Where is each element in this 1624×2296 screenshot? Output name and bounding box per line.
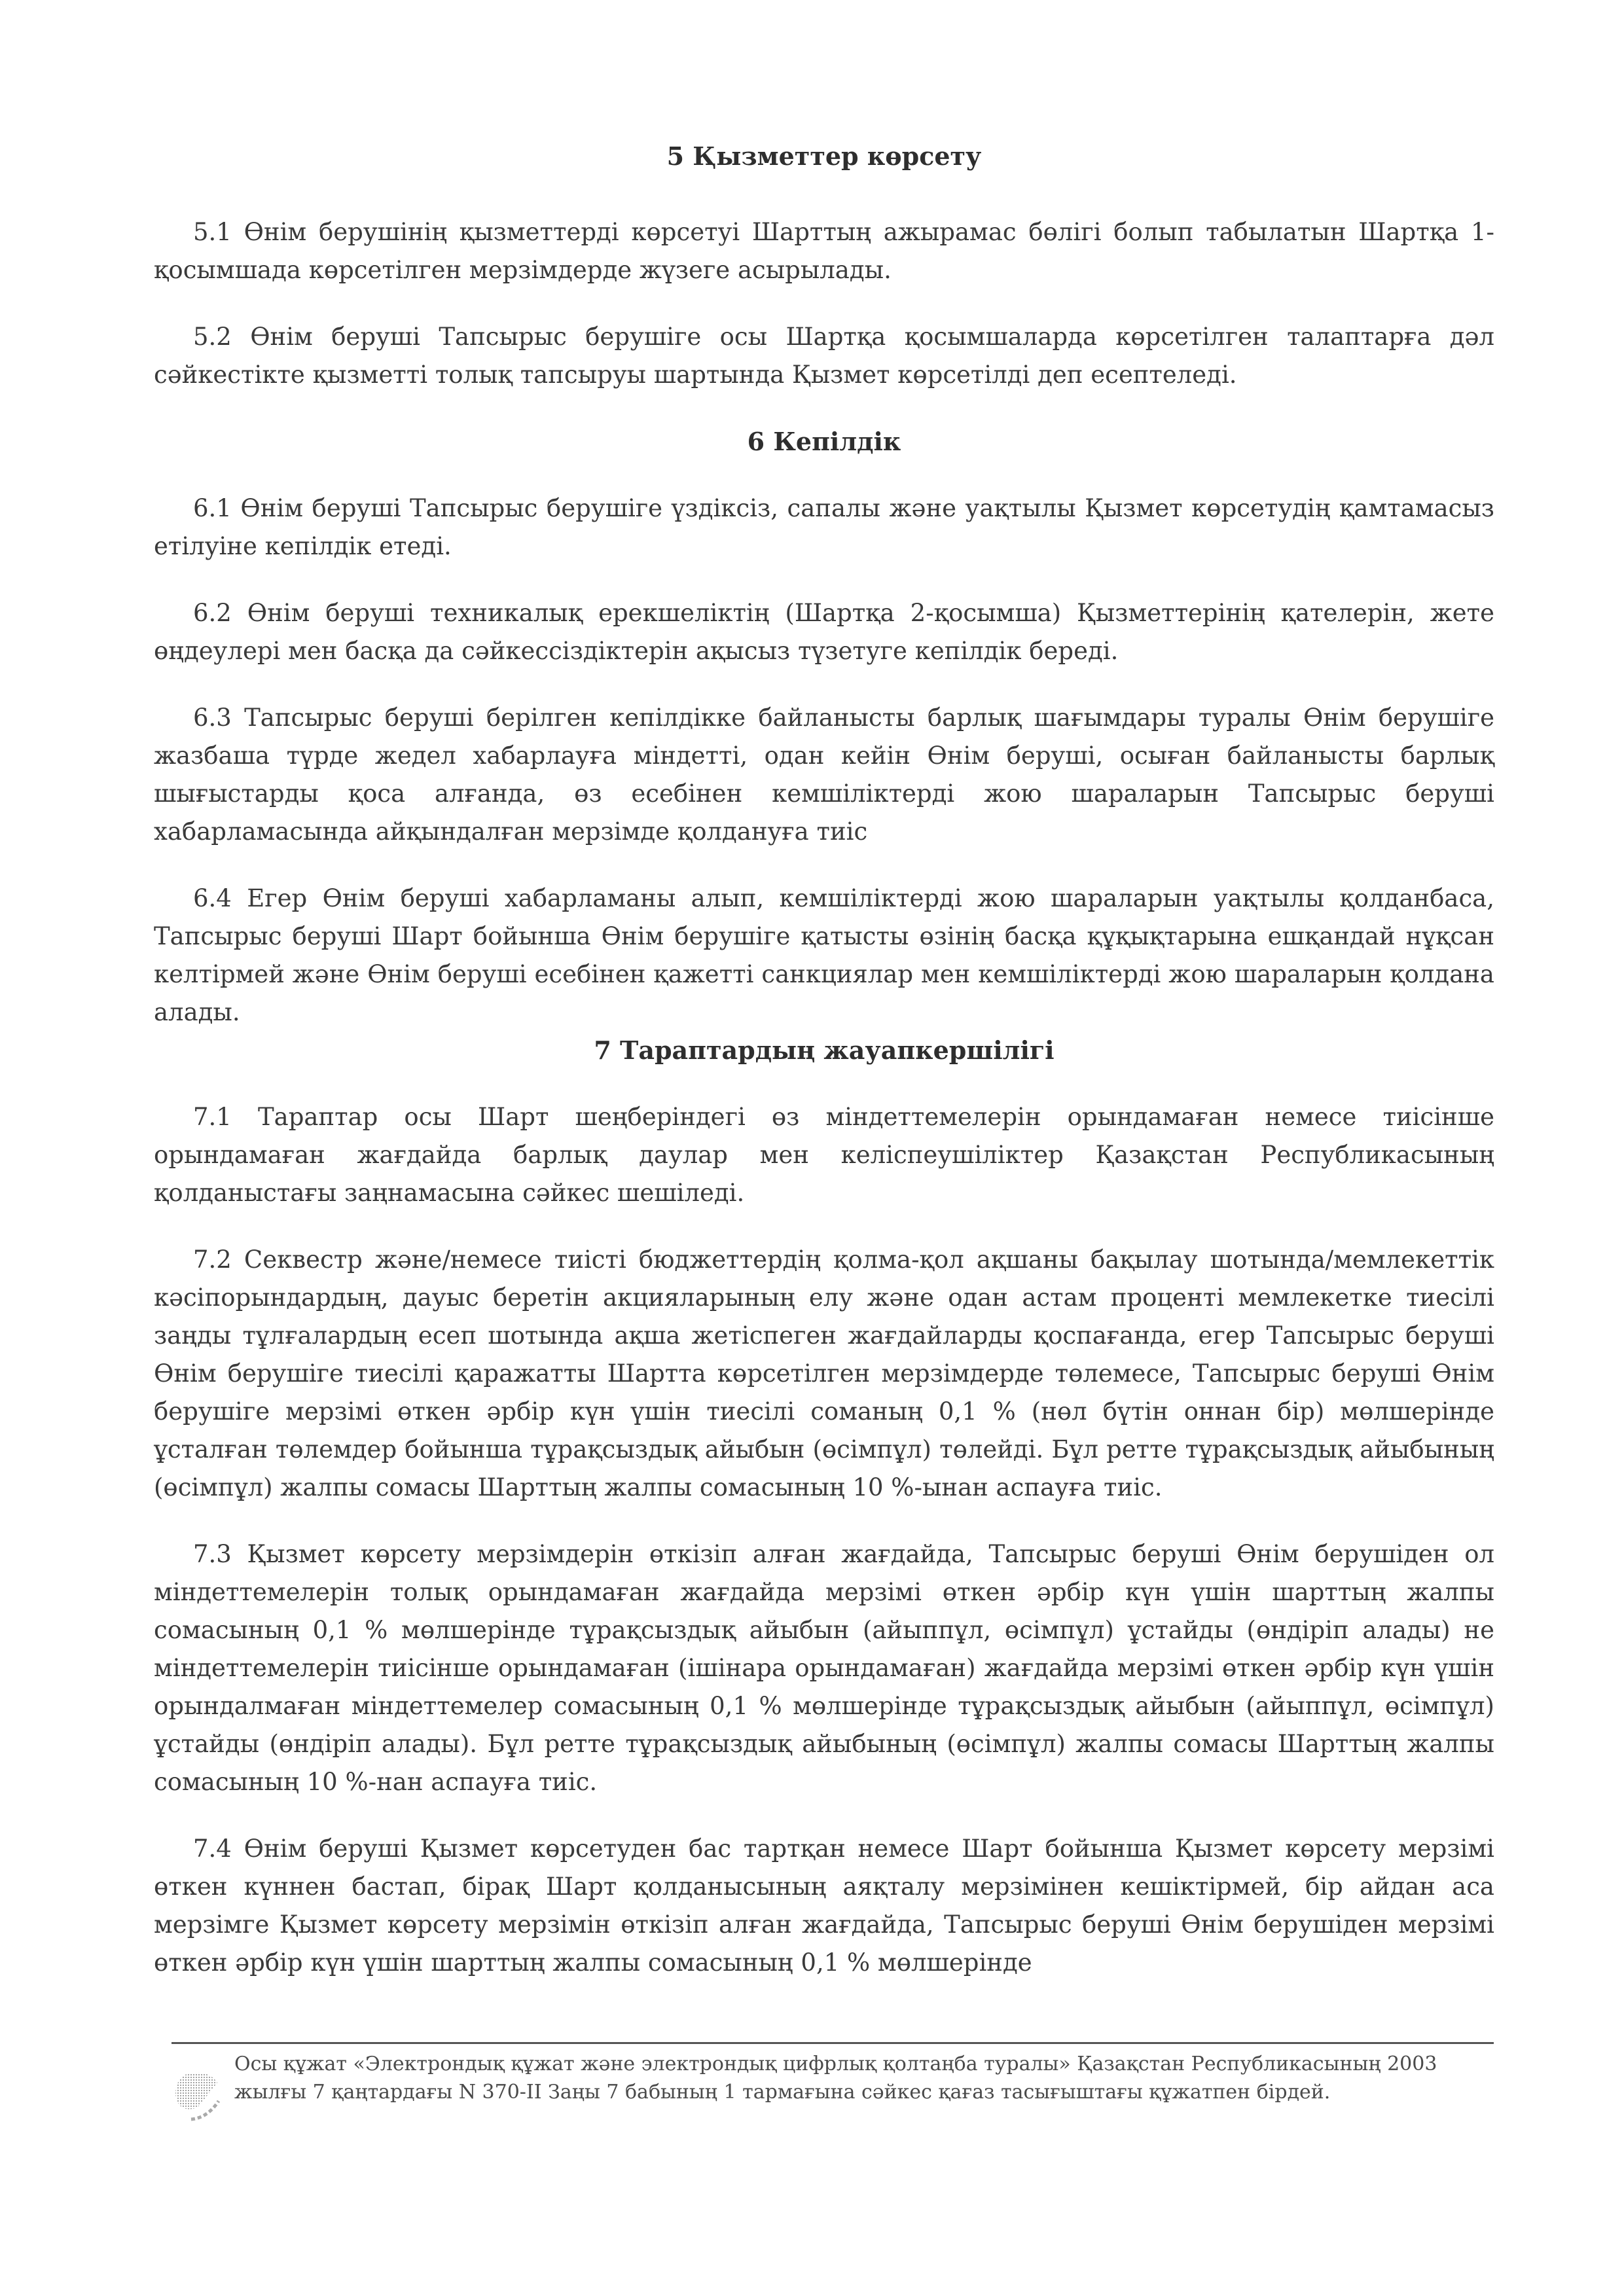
document-page — [154, 137, 1494, 1982]
footer-divider — [171, 2042, 1494, 2044]
section-heading-5: 5 Қызметтер көрсету — [666, 141, 982, 171]
paragraph-7-2: 7.2 Секвестр және/немесе тиісті бюджеттердің қолма-қол ақшаны бақылау шотында/мемлекеттік кәсіпорындардың, дауыс беретін акцияларының елу және одан астам проценті мемлекетке тиесілі заңды тұлғалардың есеп шотында ақша жетіспеген жағдайларды қоспағанда, егер Тапсырыс беруші Өнім берушіге тиесілі қаражатты Шартта көрсетілген мерзімдерде төлемесе, Тапсырыс беруші Өнім берушіге мерзімі өткен әрбір күн үшін тиесілі соманың 0,1 % (нөл бүтін оннан бір) мөлшерінде ұсталған төлемдер бойынша тұрақсыздық айыбын (өсімпұл) төлейді. Бұл ретте тұрақсыздық айыбының (өсімпұл) жалпы сомасы Шарттың жалпы сомасының 10 %-ынан аспауға тиіс. — [154, 1246, 1494, 1501]
paragraph-7-3: 7.3 Қызмет көрсету мерзімдерін өткізіп алған жағдайда, Тапсырыс беруші Өнім берушіден ол міндеттемелерін толық орындамаған жағдайда мерзімі өткен әрбір күн үшін шарттың жалпы сомасының 0,1 % мөлшерінде тұрақсыздық айыбын (айыппұл, өсімпұл) ұстайды (өндіріп алады) не міндеттемелерін тиісінше орындамаған (ішінара орындамаған) жағдайда мерзімі өткен әрбір күн үшін орындалмаған міндеттемелер сомасының 0,1 % мөлшерінде тұрақсыздық айыбын (айыппұл, өсімпұл) ұстайды (өндіріп алады). Бұл ретте тұрақсыздық айыбының (өсімпұл) жалпы сомасы Шарттың жалпы сомасының 10 %-нан аспауға тиіс. — [154, 1540, 1494, 1796]
paragraph-5-1: 5.1 Өнім берушінің қызметтерді көрсетуі Шарттың ажырамас бөлігі болып табылатын Шартқа 1-қосымшада көрсетілген мерзімдерде жүзеге асырылады. — [154, 218, 1494, 284]
paragraph-6-1: 6.1 Өнім беруші Тапсырыс берушіге үздіксіз, сапалы және уақтылы Қызмет көрсетудің қамтамасыз етілуіне кепілдік етеді. — [154, 494, 1494, 560]
paragraph-5-2: 5.2 Өнім беруші Тапсырыс берушіге осы Шартқа қосымшаларда көрсетілген талаптарға дәл сәйкестікте қызметті толық тапсыруы шартында Қызмет көрсетілді деп есептеледі. — [154, 323, 1494, 389]
paragraph-7-4: 7.4 Өнім беруші Қызмет көрсетуден бас тартқан немесе Шарт бойынша Қызмет көрсету мерзімі өткен күннен бастап, бірақ Шарт қолданысының аяқталу мерзімінен кешіктірмей, бір айдан аса мерзімге Қызмет көрсету мерзімін өткізіп алған жағдайда, Тапсырыс беруші Өнім берушіден мерзімі өткен әрбір күн үшін шарттың жалпы сомасының 0,1 % мөлшерінде — [154, 1835, 1494, 1977]
paragraph-6-2: 6.2 Өнім беруші техникалық ерекшеліктің (Шартқа 2-қосымша) Қызметтерінің қателерін, жете өңдеулері мен басқа да сәйкессіздіктерін ақысыз түзетуге кепілдік береді. — [154, 599, 1494, 665]
e-document-seal-icon — [171, 2068, 224, 2123]
section-heading-6: 6 Кепілдік — [747, 427, 901, 456]
paragraph-6-4: 6.4 Егер Өнім беруші хабарламаны алып, кемшіліктерді жою шараларын уақтылы қолданбаса, Тапсырыс беруші Шарт бойынша Өнім берушіге қатысты өзінің басқа құқықтарына ешқандай нұқсан келтірмей және Өнім беруші есебінен қажетті санкциялар мен кемшіліктерді жою шараларын қолдана алады. — [154, 884, 1494, 1026]
paragraph-6-3: 6.3 Тапсырыс беруші берілген кепілдікке байланысты барлық шағымдары туралы Өнім берушіге жазбаша түрде жедел хабарлауға міндетті, одан кейін Өнім беруші, осыған байланысты барлық шығыстарды қоса алғанда, өз есебінен кемшіліктерді жою шараларын Тапсырыс беруші хабарламасында айқындалған мерзімде қолдануға тиіс — [154, 704, 1494, 846]
paragraph-7-1: 7.1 Тараптар осы Шарт шеңберіндегі өз міндеттемелерін орындамаған немесе тиісінше орындамаған жағдайда барлық даулар мен келіспеушіліктер Қазақстан Республикасының қолданыстағы заңнамасына сәйкес шешіледі. — [154, 1103, 1494, 1207]
legal-notice: Осы құжат «Электрондық құжат және электрондық цифрлық қолтаңба туралы» Қазақстан Республикасының 2003 жылғы 7 қаңтардағы N 370-II Заңы 7 бабының 1 тармағына сәйкес қағаз тасығыштағы құжатпен бірдей. — [234, 2053, 1437, 2104]
section-heading-7: 7 Тараптардың жауапкершілігі — [594, 1035, 1055, 1065]
